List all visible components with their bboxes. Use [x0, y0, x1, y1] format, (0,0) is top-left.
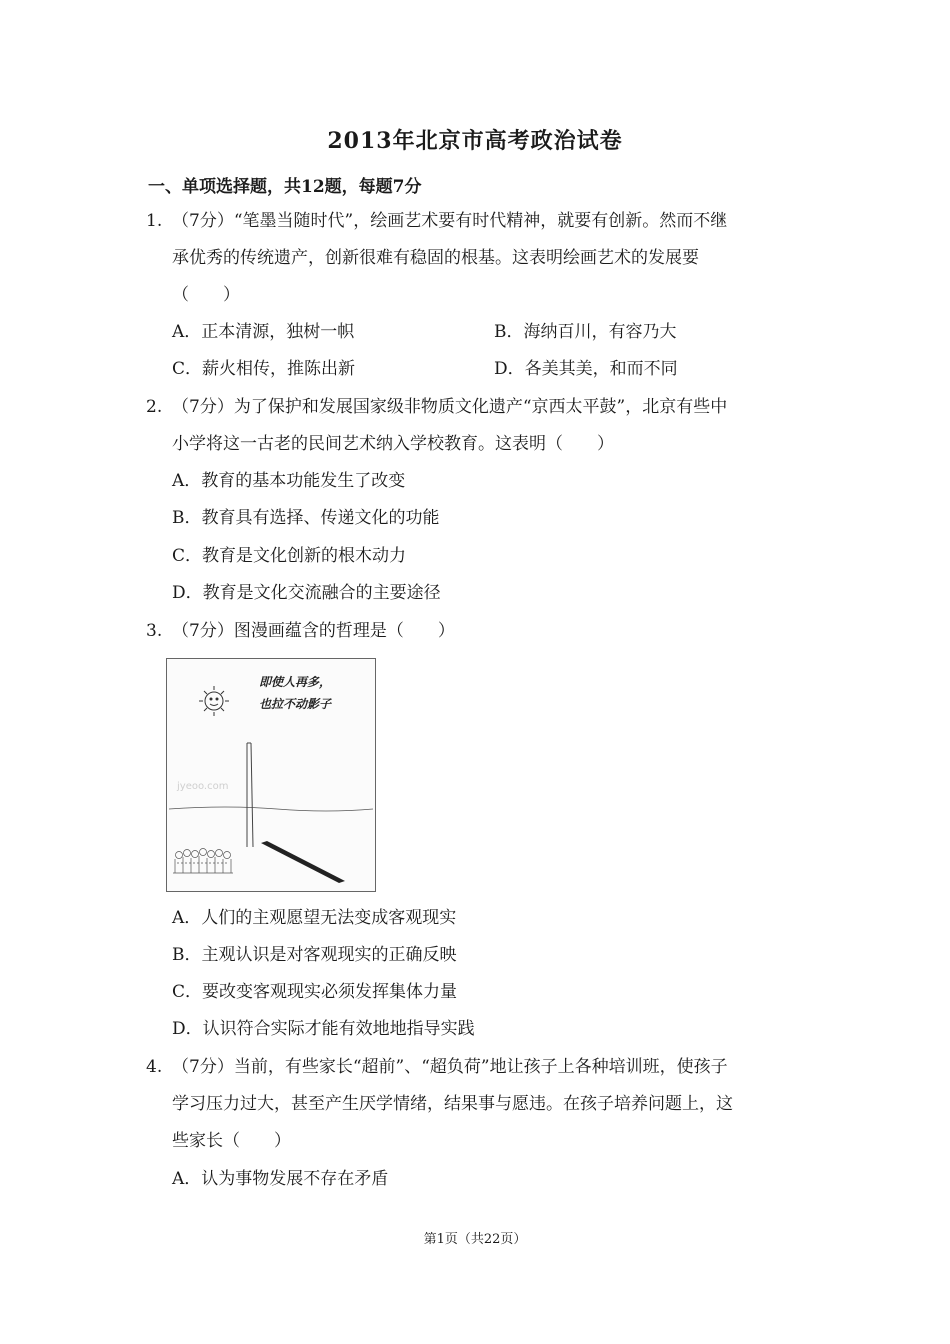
- question-4-line-2: 学习压力过大，甚至产生厌学情绪，结果事与愿违。在孩子培养问题上，这: [172, 1094, 733, 1114]
- question-1-line-1: （7分）“笔墨当随时代”，绘画艺术要有时代精神，就要有创新。然而不继: [172, 211, 728, 231]
- question-4-line-3: 些家长（ ）: [172, 1131, 291, 1151]
- question-1-line-2: 承优秀的传统遗产，创新很难有稳固的根基。这表明绘画艺术的发展要: [172, 248, 699, 268]
- watermark-text: jyeoo.com: [177, 781, 229, 792]
- question-2-option-d: D．教育是文化交流融合的主要途径: [172, 583, 441, 603]
- pole-drawing: [247, 743, 253, 847]
- question-1-option-a: A．正本清源，独树一帜: [172, 322, 355, 342]
- question-1-option-d: D．各美其美，和而不同: [494, 359, 678, 379]
- question-2-option-c: C．教育是文化创新的根木动力: [172, 546, 407, 566]
- question-3-number: 3.: [146, 621, 163, 641]
- section-heading: 一、单项选择题，共12题，每题7分: [148, 177, 422, 197]
- question-2-line-2: 小学将这一古老的民间艺术纳入学校教育。这表明（ ）: [172, 434, 614, 454]
- shadow-drawing: [261, 841, 345, 883]
- question-1-number: 1.: [146, 211, 163, 231]
- page-footer: 第1页（共22页）: [423, 1232, 527, 1247]
- question-4-line-1: （7分）当前，有些家长“超前”、“超负荷”地让孩子上各种培训班，使孩子: [172, 1057, 728, 1077]
- question-1-option-c: C．薪火相传，推陈出新: [172, 359, 356, 379]
- page-title: 2013年北京市高考政治试卷: [327, 128, 623, 154]
- crowd-drawing: [173, 849, 233, 874]
- question-2-line-1: （7分）为了保护和发展国家级非物质文化遗产“京西太平鼓”，北京有些中: [172, 397, 728, 417]
- cartoon-caption-2: 也拉不动影子: [259, 697, 332, 711]
- question-3-option-d: D．认识符合实际才能有效地地指导实践: [172, 1019, 475, 1039]
- question-1-line-3: （ ）: [172, 285, 240, 305]
- sun-icon: [199, 686, 229, 716]
- cartoon-image: [166, 658, 376, 892]
- question-2-option-a: A．教育的基本功能发生了改变: [172, 471, 406, 491]
- question-1-option-b: B．海纳百川，有容乃大: [494, 322, 677, 342]
- question-2-number: 2.: [146, 397, 163, 417]
- question-2-option-b: B．教育具有选择、传递文化的功能: [172, 508, 440, 528]
- question-3-option-b: B．主观认识是对客观现实的正确反映: [172, 945, 457, 965]
- question-4-number: 4.: [146, 1057, 163, 1077]
- question-3-option-a: A．人们的主观愿望无法变成客观现实: [172, 908, 457, 928]
- question-3-line-1: （7分）图漫画蕴含的哲理是（ ）: [172, 621, 455, 641]
- cartoon-caption-1: 即使人再多，: [259, 675, 332, 689]
- question-3-option-c: C．要改变客观现实必须发挥集体力量: [172, 982, 458, 1002]
- question-4-option-a: A．认为事物发展不存在矛盾: [172, 1169, 389, 1189]
- cartoon-drawing: [167, 659, 375, 891]
